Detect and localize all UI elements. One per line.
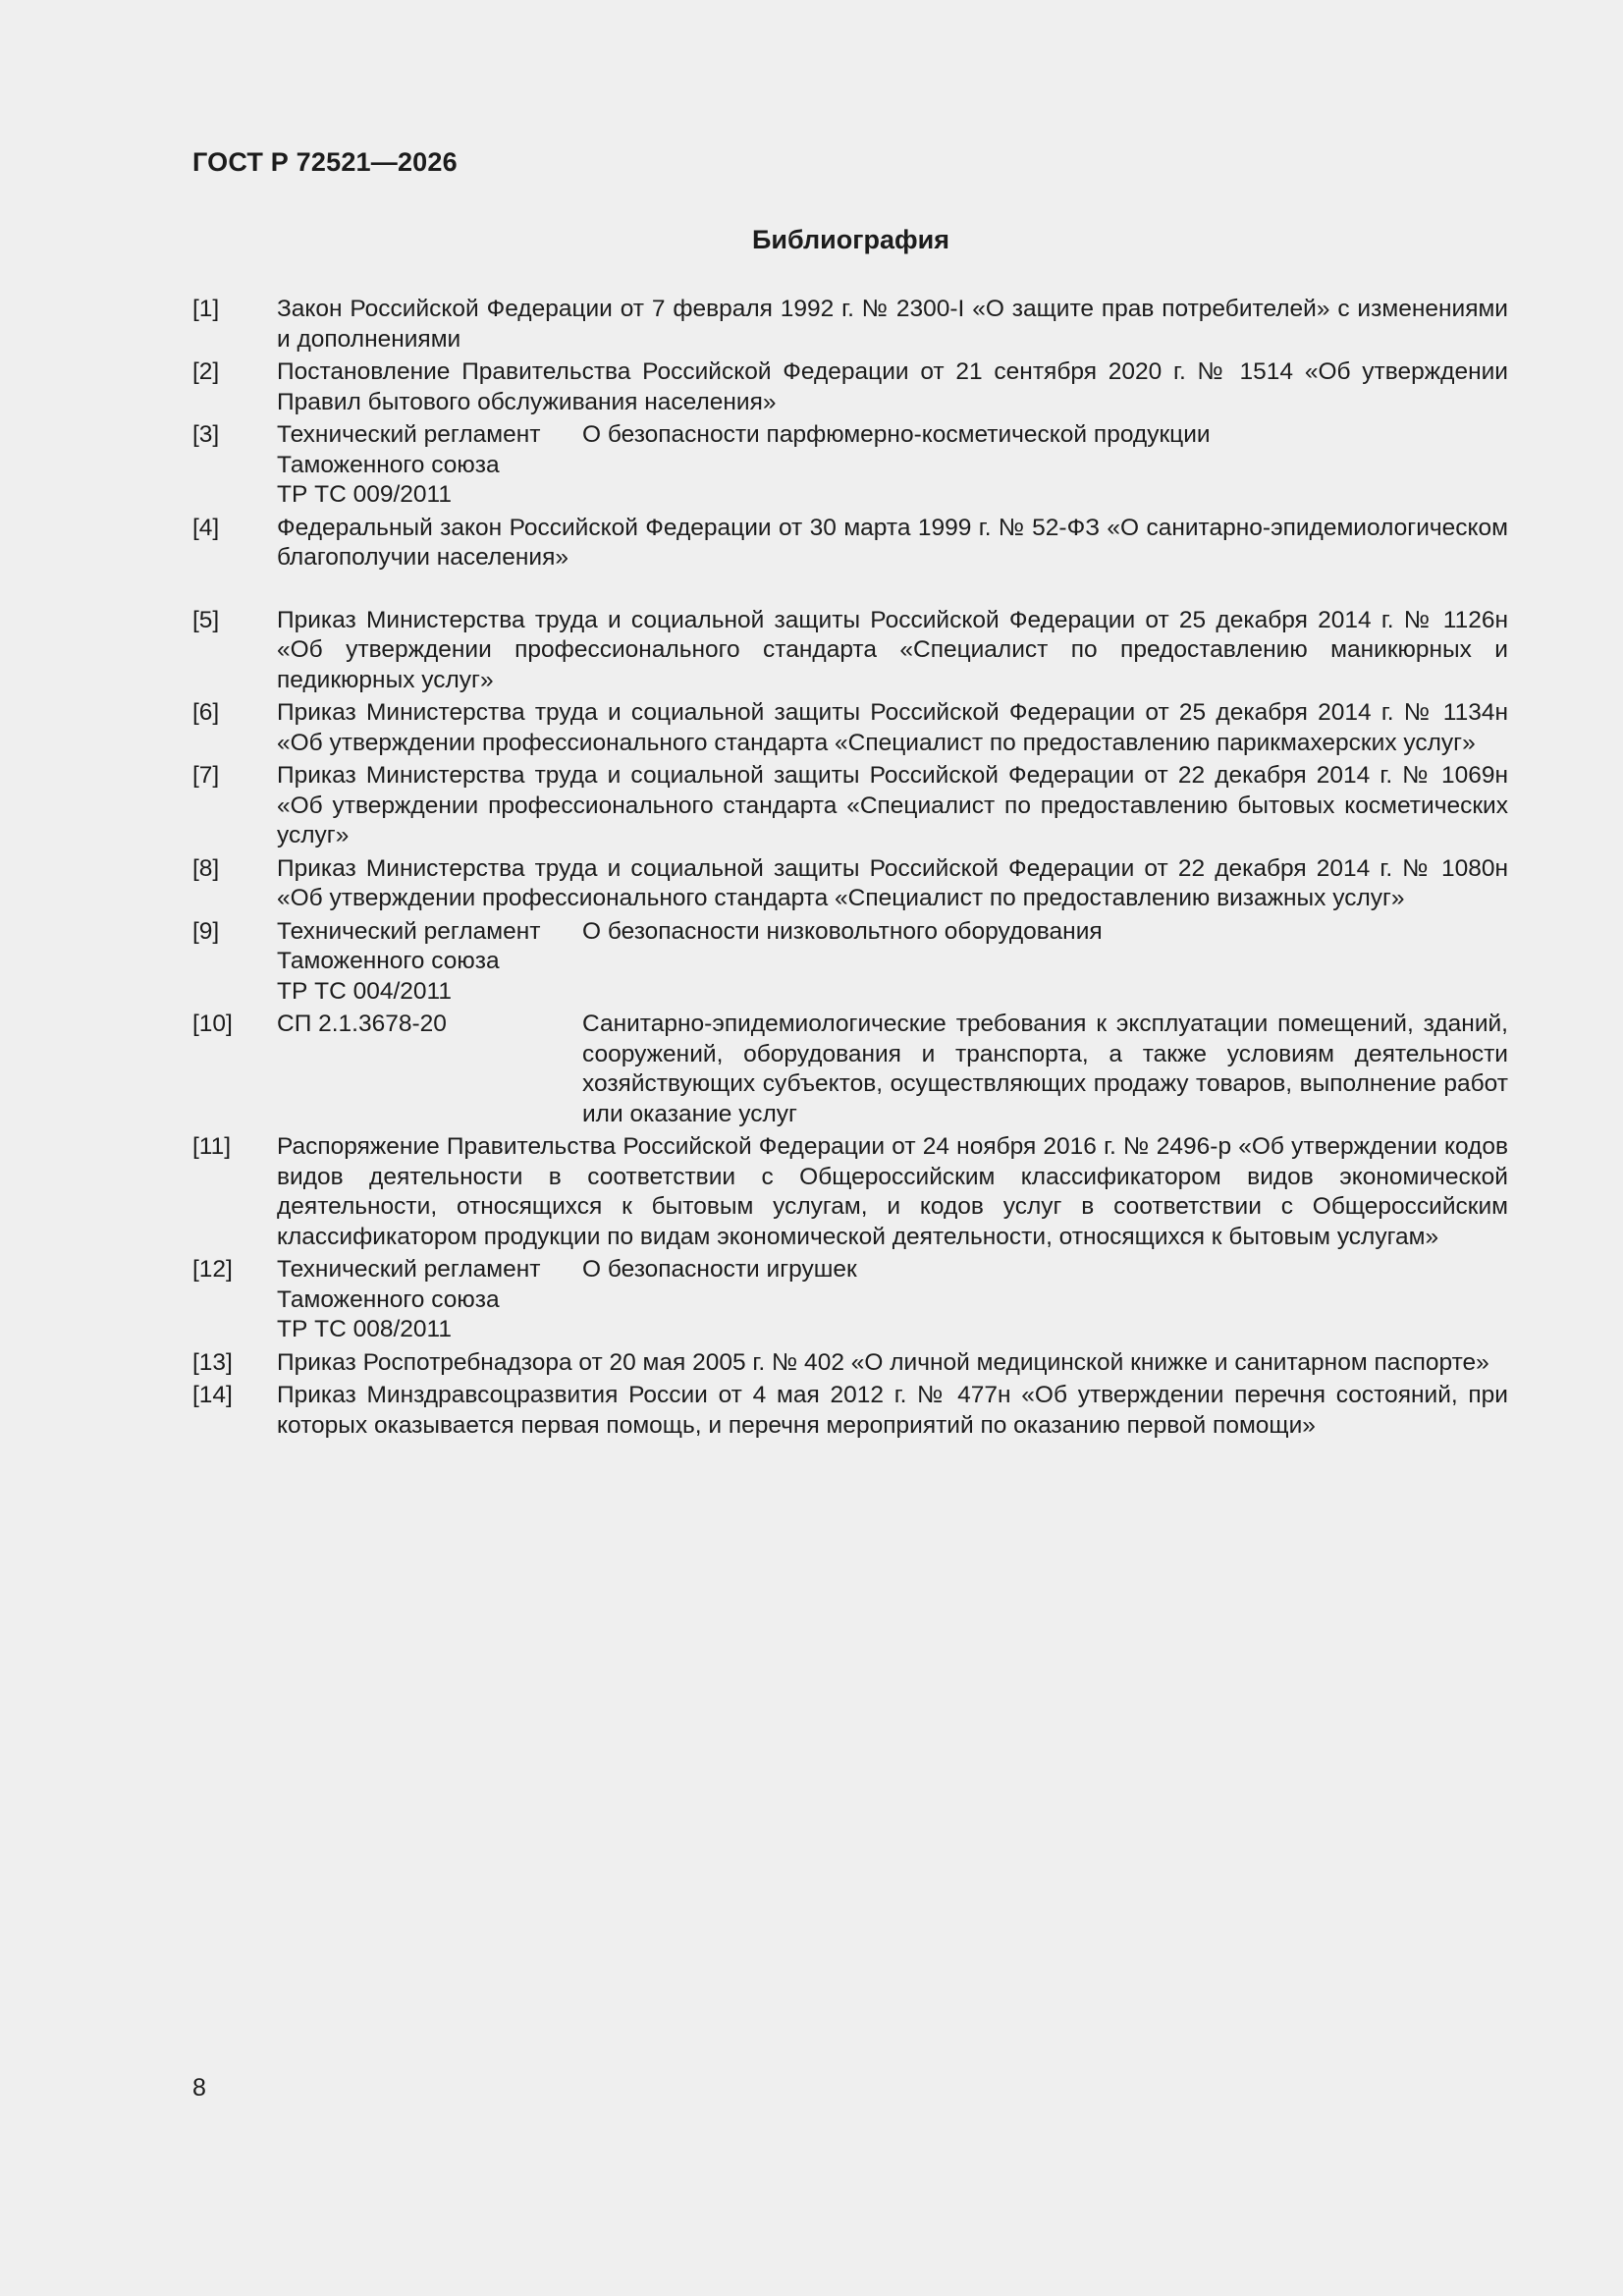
page-number: 8	[192, 2074, 206, 2102]
designation-line: Технический регламент	[277, 917, 541, 945]
entry-text: Закон Российской Федерации от 7 февраля 1992 г. № 2300-I «О защите прав потребителей» с изменениями и дополнениями	[277, 296, 1508, 353]
entry-number: [5]	[192, 606, 220, 633]
entry-text: Приказ Министерства труда и социальной защиты Российской Федерации от 25 декабря 2014 г. № 1134н «Об утверждении профессионального стандарта «Специалист по предоставлению парикмахерских услуг»	[277, 699, 1508, 756]
entry-text: Распоряжение Правительства Российской Федерации от 24 ноября 2016 г. № 2496-р «Об утверждении кодов видов деятельности в соответствии с Общероссийским классификатором видов экономической деятельности, относящихся к бытовым услугам, и кодов услуг в соответствии с Общероссийским классификатором продукции по видам экономической деятельности, относящихся к бытовым услугам»	[277, 1133, 1508, 1250]
entry-number: [9]	[192, 917, 220, 945]
entry-number: [6]	[192, 699, 220, 726]
entry-number: [14]	[192, 1382, 233, 1408]
regulation-designation	[277, 917, 582, 1008]
bibliography-entry-6	[192, 698, 1508, 758]
designation-line: ТР ТС 008/2011	[277, 1316, 452, 1342]
designation-line: ТР ТС 004/2011	[277, 977, 452, 1005]
entry-body	[277, 917, 1508, 1008]
entry-text: Постановление Правительства Российской Федерации от 21 сентября 2020 г. № 1514 «Об утверждении Правил бытового обслуживания населения»	[277, 358, 1508, 415]
bibliography-entry-5	[192, 606, 1508, 696]
regulation-designation	[277, 1255, 582, 1345]
entry-text: Приказ Министерства труда и социальной защиты Российской Федерации от 25 декабря 2014 г. № 1126н «Об утверждении профессионального стандарта «Специалист по предоставлению маникюрных и педикюрных услуг»	[277, 606, 1508, 693]
entry-body	[277, 1255, 1508, 1345]
bibliography-entry-9	[192, 917, 1508, 1008]
bibliography-entry-8	[192, 854, 1508, 914]
entry-number: [4]	[192, 514, 220, 541]
bibliography-entry-12	[192, 1255, 1508, 1345]
regulation-title: О безопасности низковольтного оборудования	[582, 917, 1103, 945]
entry-text: Приказ Министерства труда и социальной защиты Российской Федерации от 22 декабря 2014 г. № 1080н «Об утверждении профессионального стандарта «Специалист по предоставлению визажных услуг»	[277, 854, 1508, 911]
regulation-designation	[277, 420, 582, 511]
regulation-designation	[277, 1010, 582, 1129]
bibliography-entry-14	[192, 1381, 1508, 1441]
entry-number: [3]	[192, 421, 220, 448]
entry-number: [8]	[192, 854, 220, 882]
designation-line: Таможенного союза	[277, 451, 500, 478]
regulation-title: О безопасности парфюмерно-косметической продукции	[582, 421, 1211, 448]
entry-text: Приказ Минздравсоцразвития России от 4 мая 2012 г. № 477н «Об утверждении перечня состояний, при которых оказывается первая помощь, и перечня мероприятий по оказанию первой помощи»	[277, 1382, 1508, 1439]
bibliography-entry-1	[192, 295, 1508, 355]
bibliography-entry-2	[192, 357, 1508, 417]
entry-number: [11]	[192, 1133, 232, 1160]
entry-text: Приказ Министерства труда и социальной защиты Российской Федерации от 22 декабря 2014 г. № 1069н «Об утверждении профессионального стандарта «Специалист по предоставлению бытовых косметических услуг»	[277, 762, 1508, 848]
designation-line: Технический регламент	[277, 421, 541, 448]
entry-number: [1]	[192, 296, 220, 322]
entry-text: Приказ Роспотребнадзора от 20 мая 2005 г. № 402 «О личной медицинской книжке и санитарном паспорте»	[277, 1348, 1489, 1376]
entry-body	[277, 1010, 1508, 1129]
bibliography-entry-13	[192, 1348, 1508, 1379]
designation-line: Технический регламент	[277, 1256, 541, 1283]
entry-text: Федеральный закон Российской Федерации от 30 марта 1999 г. № 52-ФЗ «О санитарно-эпидемиологическом благополучии населения»	[277, 514, 1508, 571]
regulation-title: Санитарно-эпидемиологические требования к эксплуатации помещений, зданий, сооружений, оборудования и транспорта, а также условиям деятельности хозяйствующих субъектов, осуществляющих продажу товаров, выполнение работ или оказание услуг	[582, 1011, 1508, 1127]
regulation-title: О безопасности игрушек	[582, 1256, 857, 1283]
bibliography-title: Библиография	[752, 225, 949, 254]
bibliography-entry-10	[192, 1010, 1508, 1129]
bibliography-entry-3	[192, 420, 1508, 511]
bibliography-list	[192, 295, 1508, 1444]
bibliography-entry-7	[192, 761, 1508, 851]
designation-line: ТР ТС 009/2011	[277, 481, 452, 508]
bibliography-entry-11	[192, 1132, 1508, 1252]
entry-number: [13]	[192, 1348, 233, 1376]
entry-number: [7]	[192, 762, 220, 789]
document-code-header: ГОСТ Р 72521—2026	[192, 147, 458, 177]
entry-number: [10]	[192, 1011, 233, 1037]
designation-line: Таможенного союза	[277, 1285, 500, 1313]
entry-body	[277, 420, 1508, 511]
designation-line: СП 2.1.3678-20	[277, 1011, 447, 1037]
bibliography-entry-4	[192, 514, 1508, 574]
designation-line: Таможенного союза	[277, 948, 500, 974]
entry-number: [12]	[192, 1256, 233, 1283]
entry-number: [2]	[192, 358, 220, 385]
